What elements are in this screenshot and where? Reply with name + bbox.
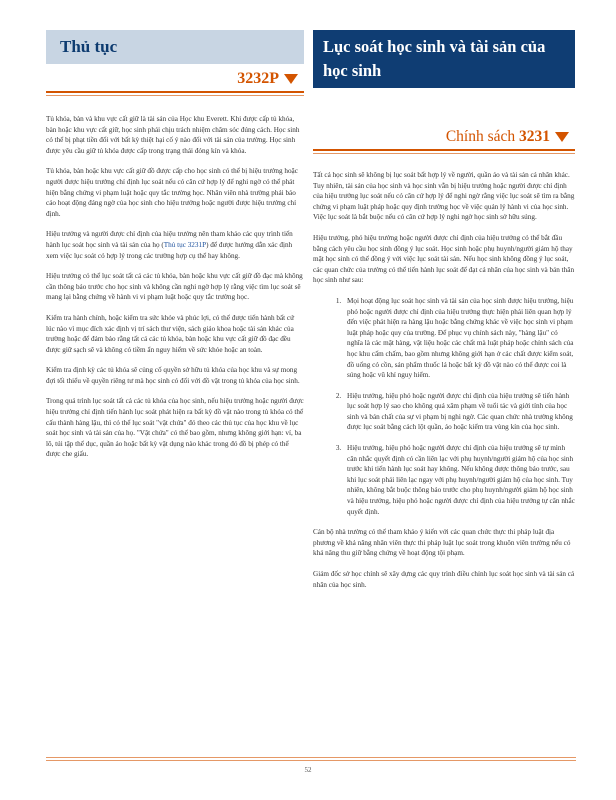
paragraph: Trong quá trình lục soát tất cả các tủ khóa của học sinh, nếu hiệu trưởng hoặc người được hiệu trưởng chỉ định tiến hành lục soát phát hiện ra bất kỳ đồ vật nào trong tủ khóa có thể cấu thành hàng lậu, thì có thể lục soát "vật chứa" đó theo các thủ tục của học khu về lục soát học sinh và tài sản của họ. "Vật chứa" có thể bao gồm, nhưng không giới hạn: ví, ba lô, túi tập thể dục, quần áo hoặc bất kỳ vật dụng nào khác trong đó đồ bị phép có thể được che giấu. — [46, 397, 304, 459]
paragraph-text: ) để được hướng dẫn xác định xem việc lục soát có hợp lý trong các trường hợp cụ thể hay không. — [46, 240, 293, 260]
procedure-heading: Thủ tục — [60, 37, 118, 56]
list-item: 3. Hiệu trưởng, hiệu phó hoặc người được chỉ định của hiệu trưởng sẽ tự mình cân nhắc quyết định có cần liên lạc với phụ huynh/người giám hộ của học sinh trước khi tiến hành lục soát hay không. Nếu không được thông báo trước, sau khi lục soát phải liên lạc ngay với phụ huynh/người giám hộ của học sinh. Tuy nhiên, không bắt buộc thông báo trước cho phụ huynh/người giám hộ học sinh và hiệu trưởng, hiệu phó hoặc người được chỉ định của hiệu trưởng tự cân nhắc quyết định. — [343, 443, 575, 517]
right-column — [313, 30, 575, 600]
paragraph: Tất cả học sinh sẽ không bị lục soát bất hợp lý về người, quần áo và tài sản cá nhân khác. Tuy nhiên, tài sản của học sinh và học sinh vẫn bị hiệu trưởng hoặc người được chỉ định của hiệu trưởng lục soát nếu có căn cứ hợp lý để nghi ngờ rằng việc lục soát sẽ tìm ra bằng chứng vi phạm luật pháp hoặc quy định trường học về việc quản lý hành vi của học sinh. Việc lục soát là bắt buộc nếu có căn cứ hợp lý nghi ngờ học sinh sở hữu súng. — [313, 171, 575, 222]
orange-divider-thin — [46, 95, 304, 96]
paragraph: Tủ khóa, bàn và khu vực cất giữ là tài sản của Học khu Everett. Khi được cấp tủ khóa, bàn hoặc khu vực cất giữ, học sinh phải chịu trách nhiệm chăm sóc đúng cách. Học sinh có thể bị phạt tiền đối với bất kỳ thiệt hại cố ý nào đối với tài sản của trường. Học sinh được yêu cầu giữ tủ khóa được cấp trong trạng thái đóng kín và khóa. — [46, 115, 300, 155]
procedure-body — [46, 114, 304, 460]
procedure-code-line — [46, 70, 304, 88]
triangle-down-icon — [555, 132, 569, 142]
paragraph: Hiệu trưởng, phó hiệu trưởng hoặc người được chỉ định của hiệu trưởng có thể bắt đầu bằng cách yêu cầu học sinh đồng ý lục soát. Học sinh hoặc phụ huynh/người giám hộ thay mặt học sinh có thể đồng ý với việc lục soát tài sản. Nếu học sinh không đồng ý lục soát, các quan chức của trường có thể tiến hành lục soát để đạt cá nhân của học sinh và bản thân học sinh như sau: — [313, 233, 575, 285]
left-column — [46, 30, 304, 470]
footer-rule-top — [46, 757, 576, 758]
orange-divider-thin — [313, 153, 575, 154]
policy-numbered-list — [313, 296, 575, 517]
policy-body — [313, 170, 575, 590]
orange-divider — [46, 91, 304, 93]
paragraph: Cán bộ nhà trường có thể tham khảo ý kiến với các quan chức thực thi pháp luật địa phương về khả năng nhân viên thực thi pháp luật lục soát trong khuôn viên trường nếu có khả năng thu giữ bằng chứng về hoạt động tội phạm. — [313, 528, 571, 558]
paragraph: Giám đốc sở học chính sẽ xây dựng các quy trình điều chỉnh lục soát học sinh và tài sản cá nhân của học sinh. — [313, 570, 575, 589]
procedure-code: 3232P — [237, 70, 279, 87]
paragraph: Kiểm tra hành chính, hoặc kiểm tra sức khỏe và phúc lợi, có thể được tiến hành bất cứ lúc nào vì mục đích xác định vị trí sách thư viện, sách giáo khoa hoặc tài sản khác của trường hoặc để đảm bảo rằng tất cả các tủ khóa, bàn hoặc khu vực cất giữ đồ đạc đều được giữ sạch sẽ và không có tiềm ẩn nguy hiểm về sức khỏe hoặc an toàn. — [46, 313, 295, 354]
footer-rule-bottom — [46, 760, 576, 761]
procedure-3231p-link[interactable]: Thủ tục 3231P — [163, 240, 207, 249]
policy-heading: Lục soát học sinh và tài sản của học sinh — [323, 37, 546, 80]
page-number: 52 — [304, 766, 312, 774]
paragraph: Kiểm tra định kỳ các tủ khóa sẽ củng cố quyền sở hữu tủ khóa của học khu và sự mong đợi tối thiểu về quyền riêng tư mà học sinh có đối với đồ vật trong tủ khóa của học sinh. — [46, 366, 300, 385]
procedure-banner — [46, 30, 304, 64]
paragraph-with-link — [46, 229, 304, 261]
policy-banner — [313, 30, 575, 88]
triangle-down-icon — [284, 74, 298, 84]
policy-code: 3231 — [519, 128, 550, 145]
paragraph-text: Hiệu trưởng và người được chỉ định của hiệu trưởng nên tham khảo các quy trình tiến hành lục soát học sinh và tài sản của họ ( — [46, 230, 293, 249]
orange-divider — [313, 149, 575, 151]
policy-label-group — [446, 128, 550, 146]
policy-code-line — [313, 128, 575, 146]
list-item: 2. Hiệu trưởng, hiệu phó hoặc người được chỉ định của hiệu trưởng sẽ tiến hành lục soát hợp lý sao cho không quá xâm phạm về tuổi tác và giới tính của học sinh và bản chất của sự vi phạm bị nghi ngờ. Các quan chức nhà trường không được lục soát bằng cách lột quần, áo hoặc kiểm tra vùng kín của học sinh. — [343, 391, 575, 433]
paragraph: Hiệu trưởng có thể lục soát tất cả các tủ khóa, bàn hoặc khu vực cất giữ đồ đạc mà không cần thông báo trước cho học sinh và không cần nghi ngờ hợp lý rằng việc tìm lục soát sẽ mang lại bằng chứng về hành vi vi phạm luật hoặc quy tắc trường học. — [46, 272, 303, 302]
list-item: 1. Mọi hoạt động lục soát học sinh và tài sản của học sinh được hiệu trưởng, hiệu phó hoặc người được chỉ định của hiệu trưởng thực hiện phải liên quan hợp lý đến việc phát hiện ra hàng lậu hoặc bằng chứng khác về việc học sinh vi phạm luật pháp hoặc quy của trường. Để phục vụ chính sách này, "hàng lậu" có nghĩa là các mặt hàng, vật liệu hoặc các chất mà luật pháp hoặc chính sách của học khu cấm chấm, bao gồm nhưng không giới hạn ở các chất được kiểm soát, đồ uống có cồn, sản phẩm thuốc lá hoặc bất kỳ đồ vật nào có thể được coi là súng hoặc vũ khí nguy hiểm. — [343, 296, 575, 381]
paragraph: Tủ khóa, bàn hoặc khu vực cất giữ đồ được cấp cho học sinh có thể bị hiệu trưởng hoặc người được hiệu trưởng chỉ định lục soát nếu có căn cứ hợp lý để nghi ngờ có thể phát hiện bằng chứng vi phạm luật hoặc quy tắc trường học. Nhân viên nhà trường phải báo cáo hoạt động đáng ngờ của học sinh cho hiệu trưởng hoặc người được hiệu trưởng chỉ định. — [46, 167, 298, 218]
policy-label: Chính sách — [445, 128, 516, 145]
